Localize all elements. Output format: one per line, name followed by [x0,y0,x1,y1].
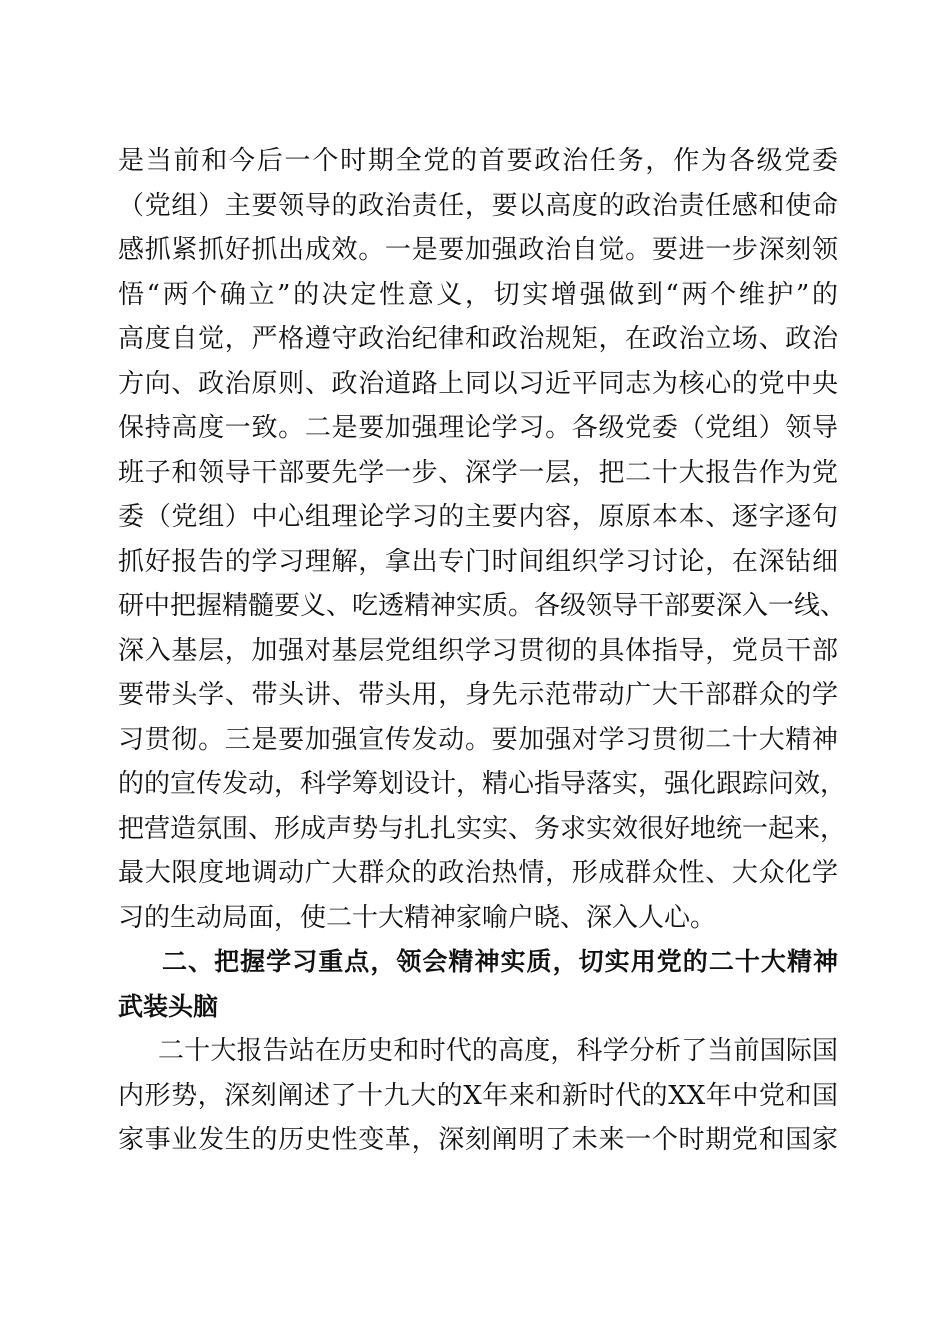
paragraph-line: 要带头学、带头讲、带头用，身先示范带动广大干部群众的学 [118,680,838,710]
paragraph-line: 二十大报告站在历史和时代的高度，科学分析了当前国际国 [158,1036,838,1066]
paragraph-2 [118,1029,838,1163]
paragraph-line: 委（党组）中心组理论学习的主要内容，原原本本、逐字逐句 [118,502,838,532]
paragraph-line: 高度自觉，严格遵守政治纪律和政治规矩，在政治立场、政治 [118,324,838,354]
paragraph-line: 习的生动局面，使二十大精神家喻户晓、深入人心。 [118,902,717,933]
heading-line: 二、把握学习重点，领会精神实质，切实用党的二十大精神 [162,947,838,976]
paragraph-line: 习贯彻。三是要加强宣传发动。要加强对学习贯彻二十大精神 [118,724,838,755]
paragraph-line: 保持高度一致。二是要加强理论学习。各级党委（党组）领导 [118,413,838,443]
paragraph-line: 内形势，深刻阐述了十九大的X年来和新时代的XX年中党和国 [118,1080,838,1111]
section-heading [118,940,838,1029]
paragraph-line: 把营造氛围、形成声势与扎扎实实、务求实效很好地统一起来， [118,813,847,844]
paragraph-line: 抓好报告的学习理解，拿出专门时间组织学习讨论，在深钻细 [118,546,838,577]
paragraph-line: 家事业发生的历史性变革，深刻阐明了未来一个时期党和国家 [118,1125,838,1155]
heading-line: 武装头脑 [118,991,219,1021]
paragraph-line: 的的宣传发动，科学筹划设计，精心指导落实，强化跟踪问效， [118,769,847,799]
paragraph-line: （党组）主要领导的政治责任，要以高度的政治责任感和使命 [118,190,838,221]
paragraph-line: 方向、政治原则、政治道路上同以习近平同志为核心的党中央 [118,368,838,399]
paragraph-line: 深入基层，加强对基层党组织学习贯彻的具体指导，党员干部 [118,635,838,666]
paragraph-line: 最大限度地调动广大群众的政治热情，形成群众性、大众化学 [118,858,838,888]
paragraph-line: 感抓紧抓好抓出成效。一是要加强政治自觉。要进一步深刻领 [118,235,838,265]
document-body [118,139,847,1163]
paragraph-line: 研中把握精髓要义、吃透精神实质。各级领导干部要深入一线、 [118,591,847,621]
paragraph-line: 悟“两个确立”的决定性意义，切实增强做到“两个维护”的 [118,279,838,310]
paragraph-line: 班子和领导干部要先学一步、深学一层，把二十大报告作为党 [118,457,838,488]
paragraph-line: 是当前和今后一个时期全党的首要政治任务，作为各级党委 [118,146,838,176]
paragraph-1 [118,139,847,940]
